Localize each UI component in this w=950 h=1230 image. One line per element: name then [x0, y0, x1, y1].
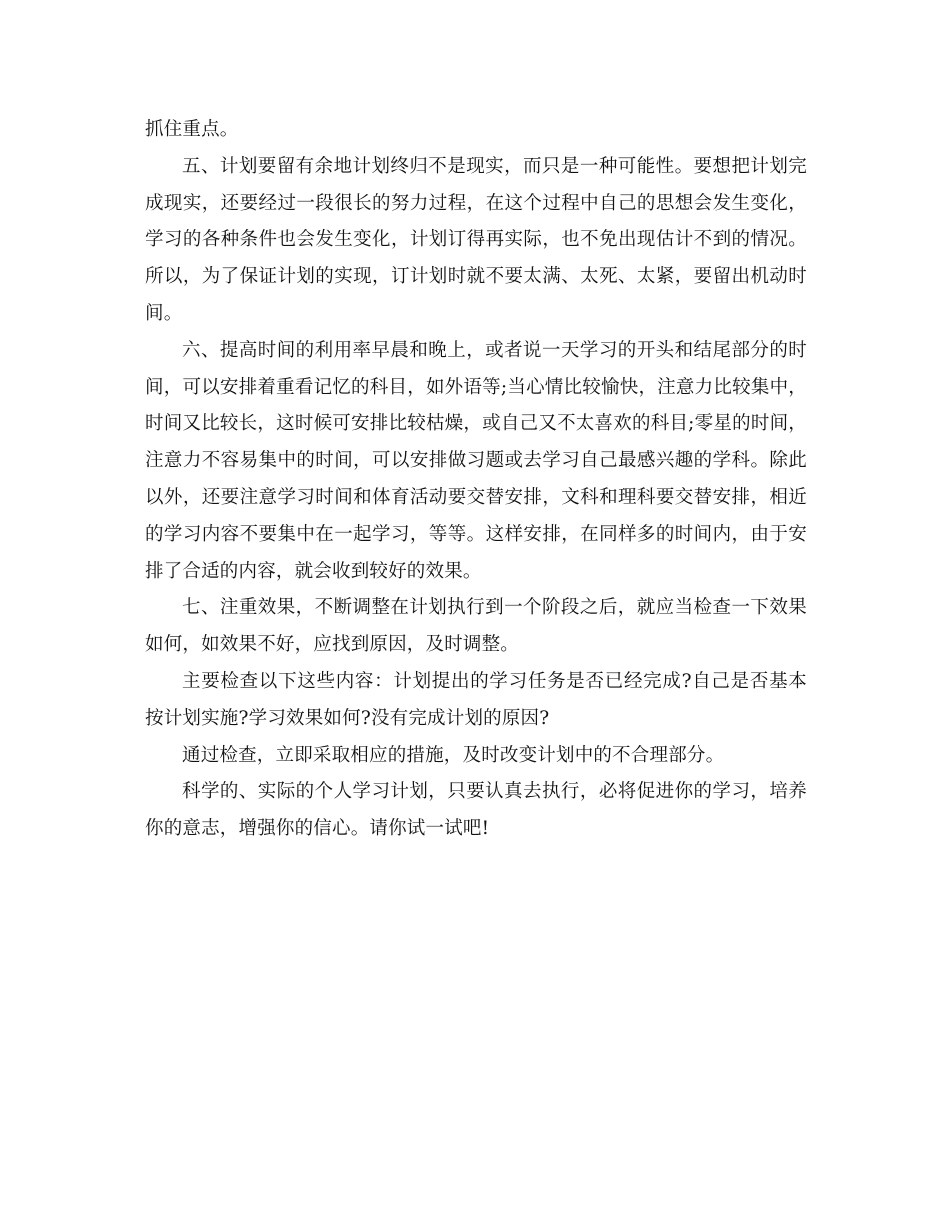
document-body: [145, 112, 807, 848]
paragraph-check-contents: 主要检查以下这些内容：计划提出的学习任务是否已经完成?自己是否基本按计划实施?学习效果如何?没有完成计划的原因?: [145, 670, 807, 729]
paragraph-conclusion: 科学的、实际的个人学习计划，只要认真去执行，必将促进你的学习，培养你的意志，增强你的信心。请你试一试吧!: [145, 781, 807, 840]
paragraph-continuation: 抓住重点。: [145, 119, 239, 140]
paragraph-section-seven: 七、注重效果，不断调整在计划执行到一个阶段之后，就应当检查一下效果如何，如效果不好，应找到原因，及时调整。: [145, 597, 807, 656]
paragraph-section-six: 六、提高时间的利用率早晨和晚上，或者说一天学习的开头和结尾部分的时间，可以安排着重看记忆的科目，如外语等;当心情比较愉快，注意力比较集中，时间又比较长，这时候可安排比较枯燥，或自己又不太喜欢的科目;零星的时间，注意力不容易集中的时间，可以安排做习题或去学习自己最感兴趣的学科。除此以外，还要注意学习时间和体育活动要交替安排，文科和理科要交替安排，相近的学习内容不要集中在一起学习，等等。这样安排，在同样多的时间内，由于安排了合适的内容，就会收到较好的效果。: [145, 339, 807, 582]
paragraph-after-check: 通过检查，立即采取相应的措施，及时改变计划中的不合理部分。: [182, 744, 725, 766]
paragraph-section-five: 五、计划要留有余地计划终归不是现实，而只是一种可能性。要想把计划完成现实，还要经过一段很长的努力过程，在这个过程中自己的思想会发生变化，学习的各种条件也会发生变化，计划订得再实际，也不免出现估计不到的情况。所以，为了保证计划的实现，订计划时就不要太满、太死、太紧，要留出机动时间。: [145, 155, 807, 324]
